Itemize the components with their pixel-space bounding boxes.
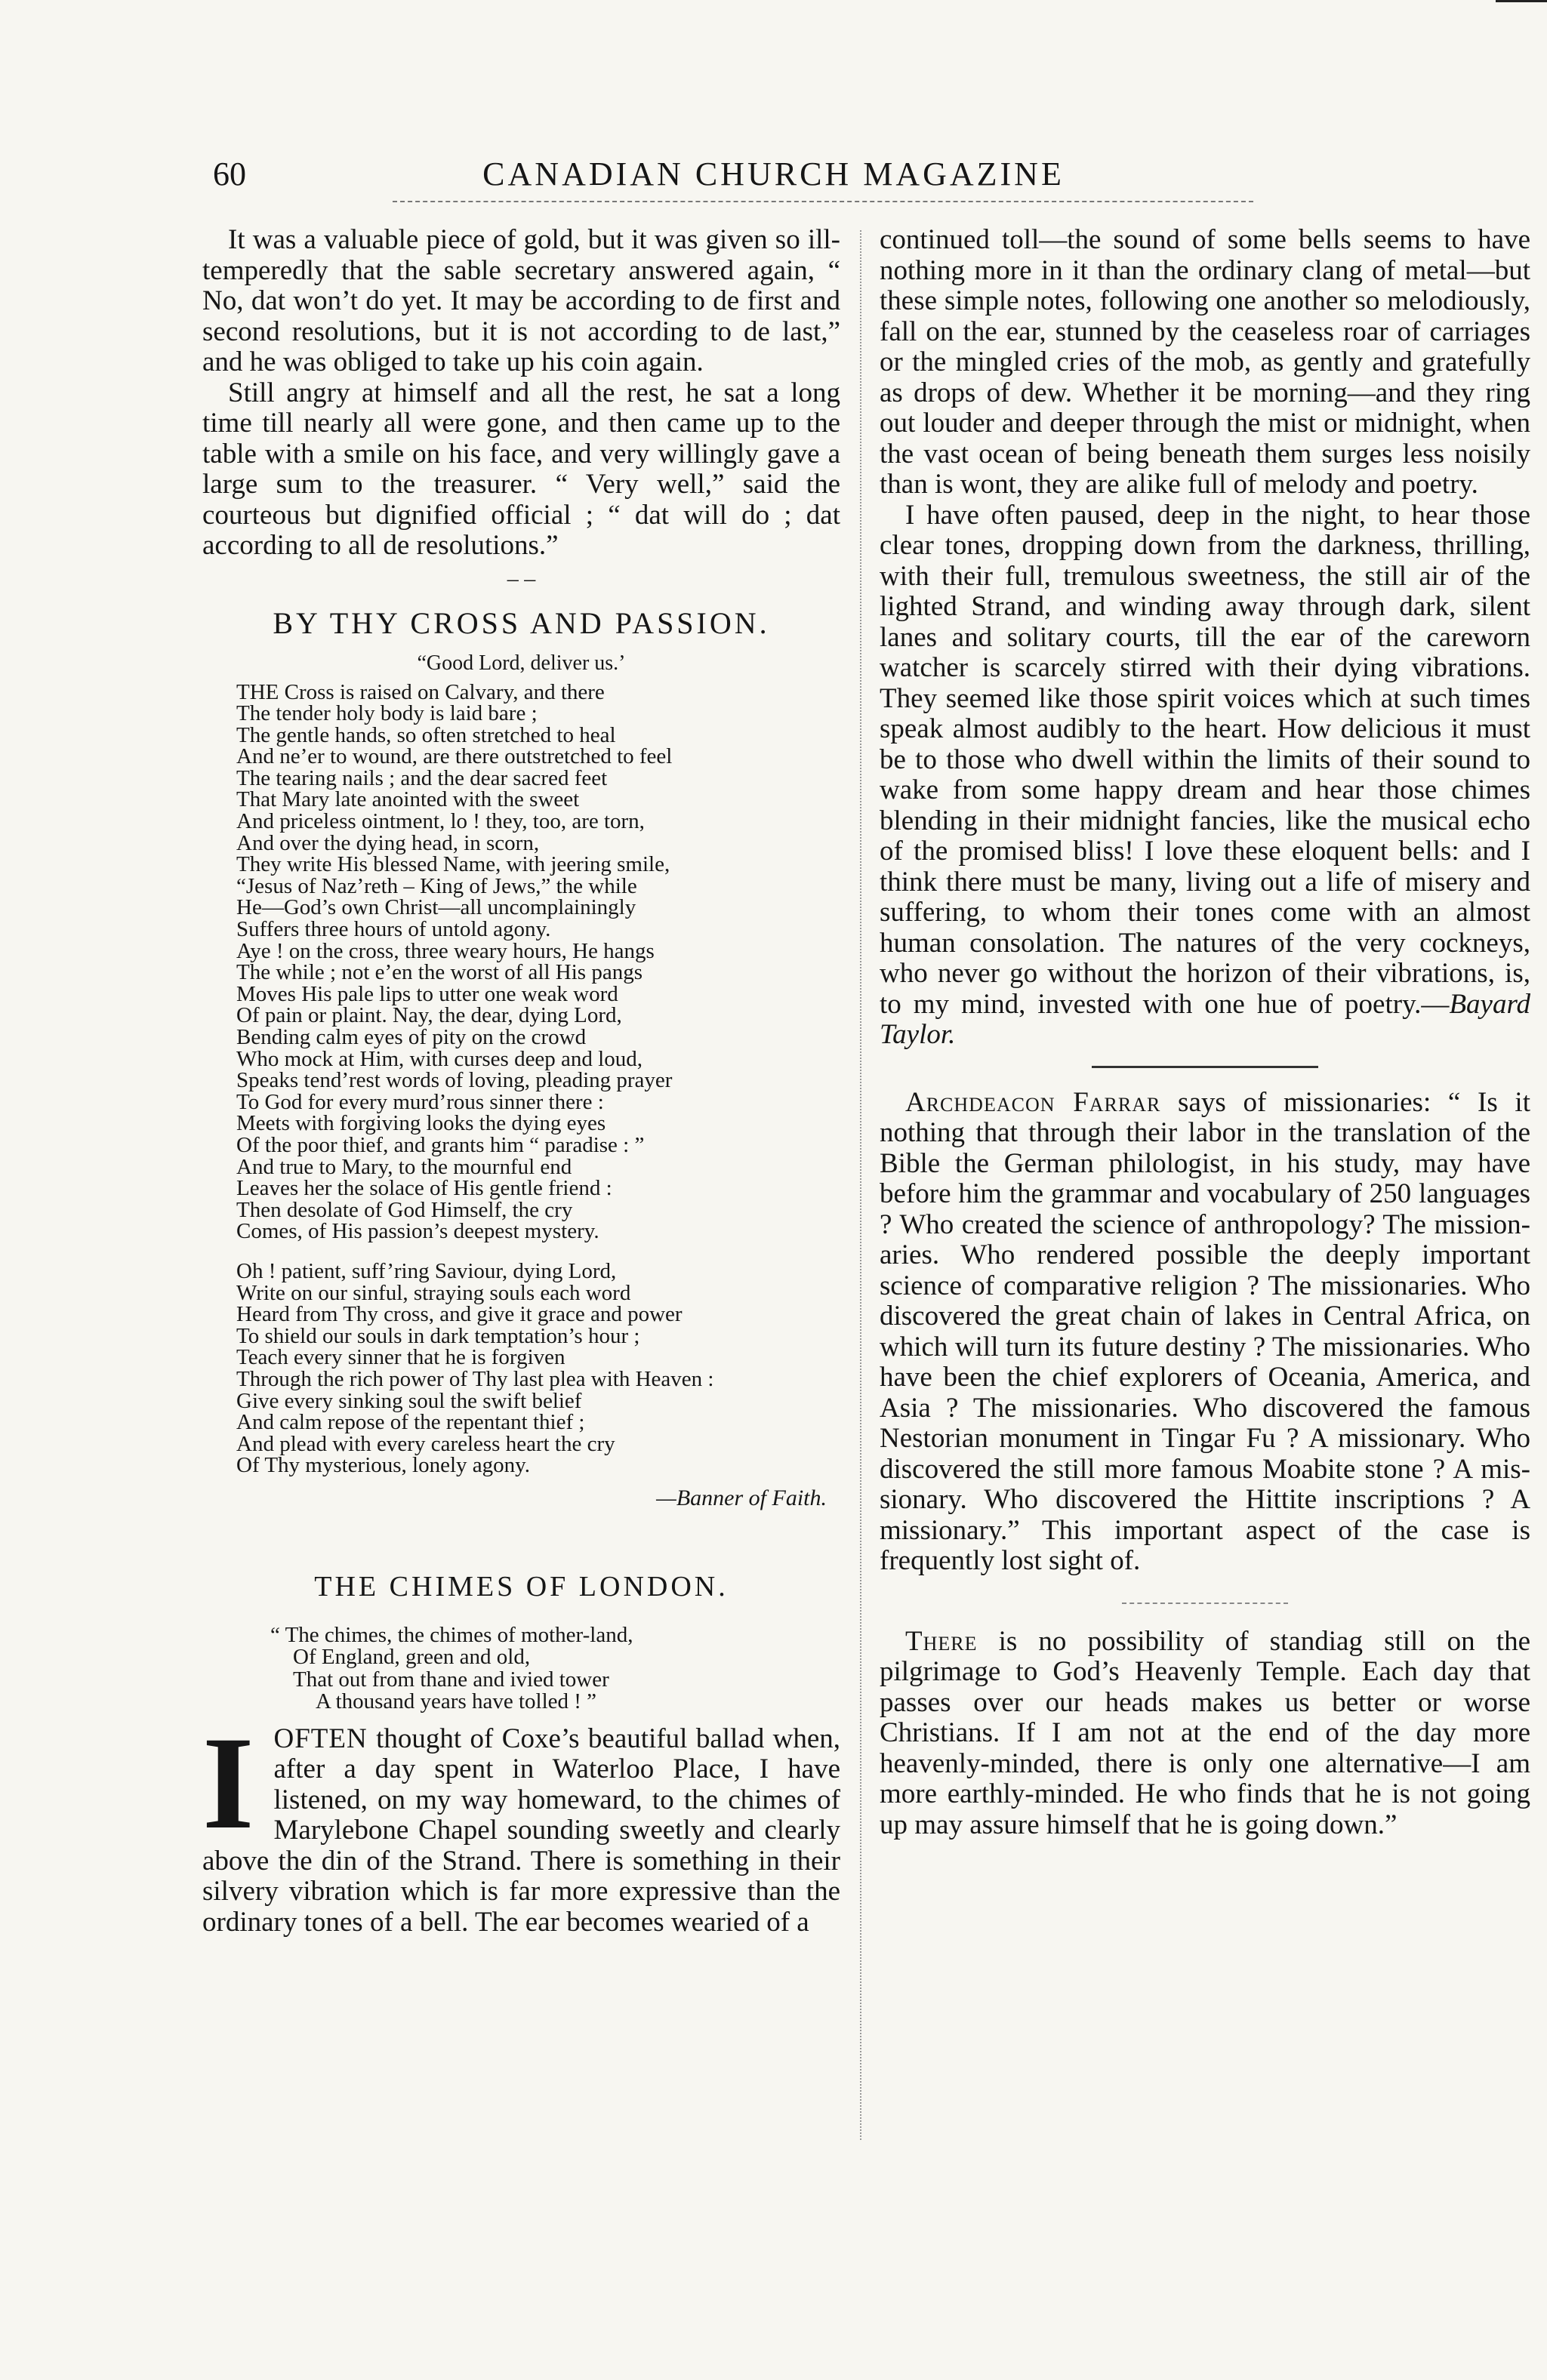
- poem-line: Oh ! patient, suff’ring Saviour, dying Lord,: [236, 1258, 617, 1283]
- chimes-lead-word: OFTEN: [273, 1723, 368, 1754]
- chimes-paragraph-2-text: I have often paused, deep in the night, to hear those clear tones, dropping down from the darkness, thrilling, with their full, tremulous sweetness, the still air of the lighted Strand, and winding away through dark, silent lanes and solitary courts, till the ear of the careworn watcher is scarcely stirred with their dying vibrations. They seemed like those spirit voices which at such times speak almost audibly to the heart. How delicious it must be to those who dwell within the limits of their sound to wake from some happy dream and hear those chimes blending in their midnight fancies, like the musical echo of the promised bliss! I love these eloquent bells: and I think there must be many, living out a life of misery and suffering, to whom their tones come with an almost human consolation. The natures of the very cockneys, who never go without the horizon of their vibrations, is, to my mind, invested with one hue of poetry.—: [880, 499, 1530, 1020]
- poem-line: And priceless ointment, lo ! they, too, are torn,: [236, 809, 645, 834]
- drop-cap: I: [202, 1709, 254, 1857]
- poem-line: The tender holy body is laid bare ;: [236, 701, 538, 726]
- poem-line: Moves His pale lips to utter one weak word: [236, 981, 618, 1006]
- poem-attribution: —Banner of Faith.: [656, 1485, 827, 1510]
- poem-stanza-2: [236, 1258, 840, 1478]
- poem-line: Comes, of His passion’s deepest mystery.: [236, 1219, 599, 1244]
- author-name: Bayard Taylor.: [880, 988, 1530, 1050]
- poem-line: The tearing nails ; and the dear sacred feet: [236, 765, 608, 790]
- section-separator: [1122, 1603, 1288, 1604]
- poem-line: Of the poor thief, and grants him “ paradise : ”: [236, 1132, 645, 1157]
- verse-line: “ The chimes, the chimes of mother-land,: [270, 1622, 633, 1647]
- pilgrimage-lead: There: [905, 1625, 978, 1657]
- poem-line: The gentle hands, so often stretched to heal: [236, 722, 616, 747]
- chimes-verse: [270, 1624, 840, 1713]
- poem-line: To God for every murd’rous sinner there :: [236, 1089, 604, 1114]
- chimes-paragraph-2: [880, 500, 1530, 1051]
- story-paragraph-1: It was a valuable piece of gold, but it was given so ill-temperedly that the sable secretary answered again, “ No, dat won’t do yet. It may be according to de first and second resolutions, but it is not according to de last,” and he was obliged to take up his coin again.: [202, 225, 840, 377]
- section-dash: – –: [507, 565, 536, 591]
- poem-stanza-1: [236, 679, 840, 1244]
- poem-line: Bending calm eyes of pity on the crowd: [236, 1025, 587, 1049]
- poem-line: To shield our souls in dark temptation’s hour ;: [236, 1323, 640, 1348]
- poem-line: Give every sinking soul the swift belief: [236, 1388, 582, 1413]
- poem-line: And over the dying head, in scorn,: [236, 830, 540, 855]
- section-separator: [1092, 1066, 1318, 1068]
- poem-title: BY THY CROSS AND PASSION.: [273, 605, 770, 640]
- running-head-title: CANADIAN CHURCH MAGAZINE: [482, 155, 1065, 192]
- poem-line: The while ; not e’en the worst of all His pangs: [236, 960, 643, 985]
- page-header: [0, 155, 1547, 200]
- column-divider: [860, 230, 861, 2140]
- poem-epigraph: “Good Lord, deliver us.’: [417, 651, 626, 675]
- poem-line: Speaks tend’rest words of loving, pleading prayer: [236, 1068, 673, 1093]
- story-paragraph-2: Still angry at himself and all the rest, he sat a long time till nearly all were gone, and then came up to the table with a smile on his face, and very willingly gave a large sum to the treasurer. “ Very well,” said the courteous but dignified official ; “ dat will do ; dat according to all de resolutions.”: [202, 377, 840, 561]
- poem-line: “Jesus of Naz’reth – King of Jews,” the while: [236, 873, 637, 898]
- pilgrimage-paragraph: [880, 1627, 1530, 1841]
- poem-line: Suffers three hours of untold agony.: [236, 917, 551, 942]
- poem-line: Then desolate of God Himself, the cry: [236, 1197, 573, 1222]
- verse-line: A thousand years have tolled ! ”: [316, 1689, 597, 1714]
- verse-line: Of England, green and old,: [293, 1645, 531, 1670]
- chimes-title: THE CHIMES OF LONDON.: [314, 1570, 729, 1603]
- top-right-rule: [1496, 0, 1547, 2]
- poem-line: Meets with forgiving looks the dying eyes: [236, 1111, 606, 1136]
- poem-line: Teach every sinner that he is forgiven: [236, 1345, 565, 1370]
- poem-line: Through the rich power of Thy last plea with Heaven :: [236, 1366, 714, 1391]
- poem-line: And ne’er to wound, are there outstretched to feel: [236, 744, 673, 769]
- poem-line: Of pain or plaint. Nay, the dear, dying Lord,: [236, 1003, 622, 1028]
- poem-line: THE Cross is raised on Calvary, and there: [236, 679, 605, 704]
- left-column: [202, 225, 840, 2289]
- chimes-paragraph-text: thought of Coxe’s beautiful ballad when, after a day spent in Waterloo Place, I have listened, on my way homeward, to the chimes of Marylebone Chapel sounding sweetly and clearly above the din of the Strand. There is something in their silvery vibration which is far more expressive than the ordinary tones of a bell. The ear becomes wearied of a: [202, 1723, 840, 1938]
- stanza-gap: [202, 1242, 840, 1261]
- poem-line: Aye ! on the cross, three weary hours, He hangs: [236, 938, 655, 963]
- poem-line: He—God’s own Christ—all uncomplainingly: [236, 895, 636, 920]
- verse-line: That out from thane and ivied tower: [293, 1667, 609, 1692]
- poem-line: They write His blessed Name, with jeering smile,: [236, 852, 670, 877]
- chimes-continued-paragraph: continued toll—the sound of some bells seems to have nothing more in it than the ordinary clang of metal—but these simple notes, following one another so melodiously, fall on the ear, stunned by the ceaseless roar of carriages or the mingled cries of the mob, as gently and gratefully as drops of dew. Whether it be morning—and they ring out louder and deeper through the mist or midnight, when the vast ocean of being beneath them surges less noisily than is wont, they are alike full of melody and poetry.: [880, 225, 1530, 500]
- poem-line: And true to Mary, to the mournful end: [236, 1154, 572, 1179]
- page-number: 60: [213, 155, 246, 192]
- poem-line: Leaves her the solace of His gentle friend :: [236, 1176, 612, 1201]
- archdeacon-text: says of missionaries: “ Is it nothing that through their labor in the translation of the Bible the German philologist, in his study, may have before him the grammar and vocabulary of 250 languages ? Who created the science of anthropology? The missionaries. Who rendered possible the deeply important science of comparative religion ? The missionaries. Who discovered the great chain of lakes in Central Africa, on which will turn its future destiny ? The missionaries. Who have been the chief explorers of Oceania, America, and Asia ? The missionaries. Who discovered the famous Nestorian monument in Tingar Fu ? A missionary. Who discovered the still more famous Moabite stone ? A missionary. Who discovered the Hittite inscriptions ? A missionary.” This important aspect of the case is frequently lost sight of.: [880, 1086, 1530, 1576]
- header-rule: [393, 201, 1253, 202]
- poem-line: Write on our sinful, straying souls each word: [236, 1280, 631, 1305]
- poem-line: Who mock at Him, with curses deep and loud,: [236, 1046, 643, 1071]
- poem-line: Of Thy mysterious, lonely agony.: [236, 1453, 531, 1478]
- poem-line: And plead with every careless heart the cry: [236, 1431, 615, 1456]
- poem-line: That Mary late anointed with the sweet: [236, 787, 580, 812]
- archdeacon-paragraph: [880, 1088, 1530, 1577]
- pilgrimage-text: is no possibility of standiag still on the pilgrimage to God’s Heavenly Temple. Each day that passes over our heads makes us better or worse Christians. If I am not at the end of the day more heavenly-minded, there is only one alternative—I am more earthly-minded. He who finds that he is not going up may assure himself that he is going down.”: [880, 1625, 1530, 1840]
- archdeacon-lead: Archdeacon Farrar: [905, 1086, 1161, 1118]
- poem-line: Heard from Thy cross, and give it grace and power: [236, 1302, 683, 1327]
- poem-line: And calm repose of the repentant thief ;: [236, 1410, 585, 1435]
- right-column: [880, 225, 1530, 2289]
- chimes-paragraph: [202, 1709, 840, 1938]
